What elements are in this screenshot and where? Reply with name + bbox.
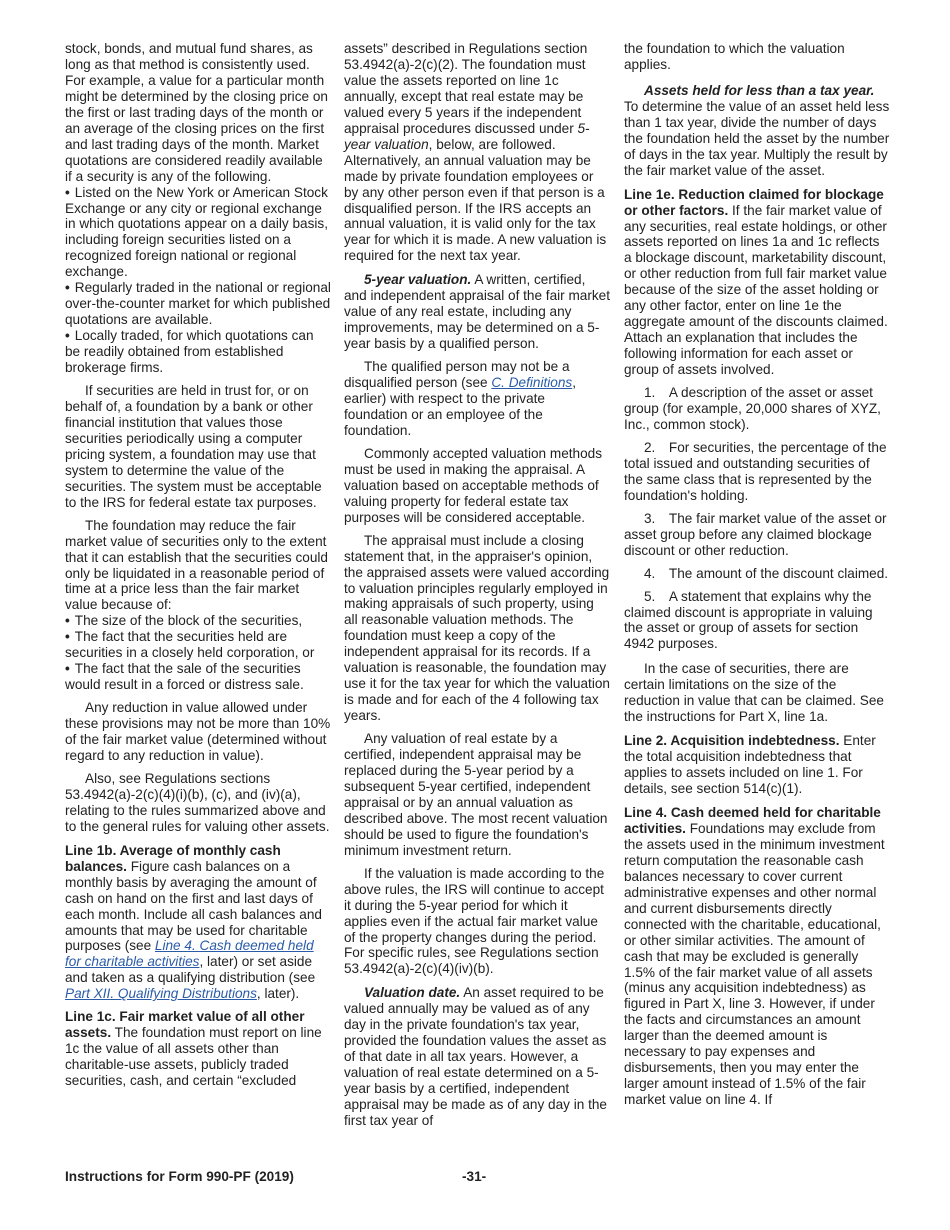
bullet-item: • Listed on the New York or American Stock Exchange or any city or regional exchange in which quotations appear on a daily basis, including foreign securities listed on a recognized foreign national or regional exchange.: [65, 185, 331, 281]
column-2: [344, 41, 610, 1136]
link-part-xii[interactable]: Part XII. Qualifying Distributions: [65, 986, 257, 1002]
paragraph: If the valuation is made according to the above rules, the IRS will continue to accept it during the 5-year period for which it applies even if the actual fair market value of the property changes during the period. For specific rules, see Regulations section 53.4942(a)-2(c)(4)(iv)(b).: [344, 865, 605, 977]
paragraph: assets” described in Regulations section 53.4942(a)-2(c)(2). The foundation must value the assets reported on line 1c annually, except that real estate may be valued every 5 years if the independent appraisal procedures discussed under 5-year valuation, below, are followed. Alternatively, an annual valuation may be made by private foundation employees or by any other person even if that person is a disqualified person. If the IRS accepts an annual valuation, it is valid only for the tax year for which it is made. A new valuation is required for the next tax year.: [344, 41, 607, 264]
section-heading: Line 4. Cash deemed held for charitable activities.: [624, 804, 881, 836]
section-line-4: Line 4. Cash deemed held for charitable activities. Foundations may exclude from the assets used in the minimum investment return computation the reasonable cash balances necessary to cover current administrative expenses and other normal and current disbursements directly connected with the charitable, educational, or other similar activities. The amount of cash that may be excluded is generally 1.5% of the fair market value of all assets (minus any acquisition indebtedness) as figured in Part X, line 3. However, if under the facts and circumstances an amount larger than the deemed amount is necessary to pay expenses and disbursements, then you may enter the larger amount instead of 1.5% of the fair market value on line 4. If: [624, 804, 885, 1108]
numbered-item: 4. The amount of the discount claimed.: [644, 565, 889, 581]
paragraph: Any reduction in value allowed under these provisions may not be more than 10% of the fair market value (determined without regard to any reduction in value).: [65, 700, 331, 763]
section-heading: Line 1e. Reduction claimed for blockage or other factors.: [624, 186, 884, 218]
link-line-4-cash[interactable]: Line 4. Cash deemed held for charitable activities: [65, 938, 314, 970]
column-1: [65, 41, 331, 1096]
bullet-item: • The fact that the securities held are securities in a closely held corporation, or: [65, 629, 331, 661]
paragraph: Also, see Regulations sections 53.4942(a)-2(c)(4)(i)(b), (c), and (iv)(a), relating to the rules summarized above and to the general rules for valuing other assets.: [65, 770, 330, 834]
section-heading: Assets held for less than a tax year.: [644, 82, 875, 98]
numbered-item: 5. A statement that explains why the claimed discount is appropriate in valuing the asset or group of assets for section 4942 purposes.: [624, 588, 873, 652]
page-number: -31-: [462, 1169, 487, 1184]
paragraph: If securities are held in trust for, or on behalf of, a foundation by a bank or other financial institution that values those securities periodically using a computer pricing system, a foundation may use that system to determine the value of the securities. The system must be acceptable to the IRS for federal estate tax purposes.: [65, 383, 322, 510]
bullet-item: • Regularly traded in the national or regional over-the-counter market for which published quotations are available.: [65, 280, 331, 328]
footer-form-title: Instructions for Form 990-PF (2019): [65, 1169, 294, 1184]
section-valuation-date: Valuation date. An asset required to be valued annually may be valued as of any day in the private foundation's tax year, provided the foundation values the asset as of that date in all tax years. However, a valuation of real estate determined on a 5-year basis by a certified, independent appraisal may be made as of any day in the first tax year of: [344, 985, 607, 1128]
numbered-item: 3. The fair market value of the asset or asset group before any claimed blockage discount or other reduction.: [624, 510, 887, 558]
paragraph: The qualified person may not be a disqualified person (see C. Definitions, earlier) with respect to the private foundation or an employee of the foundation.: [344, 359, 576, 438]
paragraph: The appraisal must include a closing statement that, in the appraiser's opinion, the appraised assets were valued according to valuation principles regularly employed in making appraisals of such property, using all reasonable valuation methods. The foundation must keep a copy of the independent appraisal for its records. If a valuation is reasonable, the foundation may use it for the tax year for which the valuation is made and for each of the 4 following tax years.: [344, 532, 610, 724]
numbered-item: 2. For securities, the percentage of the total issued and outstanding securities of the same class that is represented by the foundation's holding.: [624, 439, 887, 503]
paragraph: In the case of securities, there are certain limitations on the size of the reduction in value that can be claimed. See the instructions for Part X, line 1a.: [624, 661, 884, 725]
section-heading: 5-year valuation.: [364, 272, 472, 288]
section-line-1b: Line 1b. Average of monthly cash balances. Figure cash balances on a monthly basis by averaging the amount of cash on hand on the first and last days of each month. Include all cash balances and amounts that may be used for charitable purposes (see Line 4. Cash deemed held for charitable activities, later) or set aside and taken as a qualifying distribution (see Part XII. Qualifying Distributions, later).: [65, 842, 322, 1002]
paragraph: Commonly accepted valuation methods must be used in making the appraisal. A valuation based on acceptable methods of valuing property for federal estate tax purposes will be considered acceptable.: [344, 445, 603, 525]
section-assets-less-than-year: [624, 83, 890, 99]
paragraph: the foundation to which the valuation applies.: [624, 41, 845, 72]
section-line-2: Line 2. Acquisition indebtedness. Enter the total acquisition indebtedness that applies to assets included on line 1. For details, see section 514(c)(1).: [624, 733, 876, 797]
section-5-year-valuation: 5-year valuation. A written, certified, and independent appraisal of the fair market value of any real estate, including any improvements, may be determined on a 5-year basis by a qualified person.: [344, 272, 611, 352]
section-heading: Line 1b. Average of monthly cash balances.: [65, 842, 281, 874]
section-heading: Line 1c. Fair market value of all other assets.: [65, 1009, 305, 1041]
paragraph: The foundation may reduce the fair market value of securities only to the extent that it can establish that the securities could only be liquidated in a reasonable period of time at a price less than the fair market value because of:: [65, 517, 328, 613]
paragraph: To determine the value of an asset held less than 1 tax year, divide the number of days the foundation held the asset by the number of days in the tax year. Multiply the result by the fair market value of the asset.: [624, 98, 890, 178]
section-line-1e: Line 1e. Reduction claimed for blockage or other factors. If the fair market value of any securities, real estate holdings, or other assets reported on lines 1a and 1c reflects a blockage discount, marketability discount, or other reduction from full fair market value because of the size of the asset holding or any other factor, enter on line 1e the aggregate amount of the discounts claimed. Attach an explanation that includes the following information for each asset or group of assets involved.: [624, 186, 888, 378]
link-c-definitions[interactable]: C. Definitions: [491, 375, 573, 391]
numbered-item: 1. A description of the asset or asset group (for example, 20,000 shares of XYZ, Inc., common stock).: [624, 385, 881, 432]
section-heading: Line 2. Acquisition indebtedness.: [624, 733, 840, 749]
paragraph: Any valuation of real estate by a certified, independent appraisal may be replaced during the 5-year period by a subsequent 5-year certified, independent appraisal or by an annual valuation as described above. The most recent valuation should be used to figure the foundation's minimum investment return.: [344, 731, 608, 858]
section-line-1c: Line 1c. Fair market value of all other assets. The foundation must report on line 1c the value of all assets other than charitable-use assets, publicly traded securities, cash, and certain “excluded: [65, 1009, 322, 1089]
bullet-item: • The fact that the sale of the securities would result in a forced or distress sale.: [65, 661, 331, 693]
section-heading: Valuation date.: [364, 985, 461, 1001]
paragraph: stock, bonds, and mutual fund shares, as long as that method is consistently used. For example, a value for a particular month might be determined by the closing price on the first or last trading days of the month or an average of the closing prices on the first and last trading days of the month. Market quotations are considered readily available if a security is any of the following.: [65, 41, 328, 184]
bullet-item: • Locally traded, for which quotations can be readily obtained from established brokerage firms.: [65, 328, 331, 376]
bullet-item: • The size of the block of the securities,: [65, 613, 331, 629]
column-3: [624, 41, 890, 1115]
